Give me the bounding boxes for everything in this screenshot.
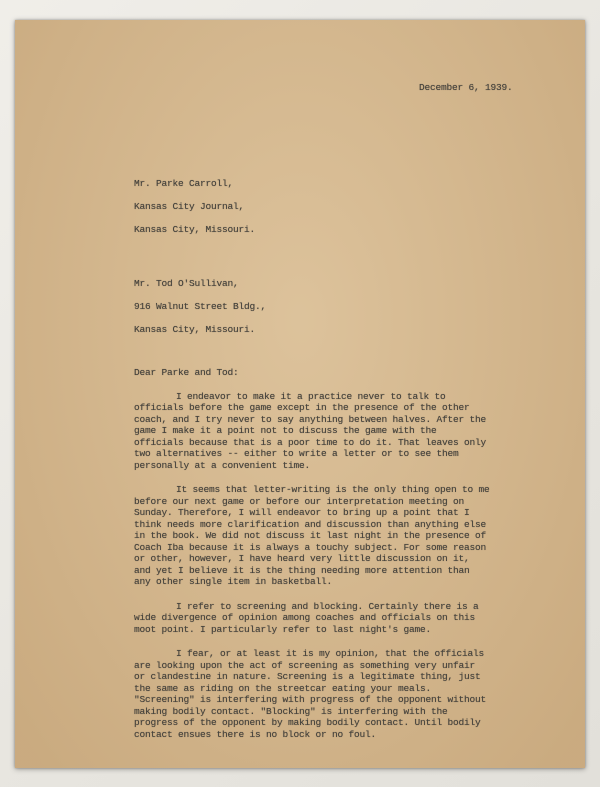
body-paragraph-3: I refer to screening and blocking. Certainly there is a wide divergence of opinion among coaches and officials on this moot point. I particularly refer to last night's game. bbox=[134, 600, 479, 635]
letter-paper bbox=[15, 20, 585, 768]
letter-content bbox=[134, 166, 490, 753]
body-paragraph-4: I fear, or at least it is my opinion, that the officials are looking upon the act of screening as something very unfair or clandestine in nature. Screening is a legitimate thing, just the same as riding on the streetcar eating your meals. "Screening" is interfering with progress of the opponent without making bodily contact. "Blocking" is interfering with the progress of the opponent by making bodily contact. Until bodily contact ensues there is no block or no foul. bbox=[134, 648, 487, 740]
letter-date: December 6, 1939. bbox=[419, 82, 513, 93]
salutation: Dear Parke and Tod: bbox=[134, 367, 239, 378]
recipient-2-city: Kansas City, Missouri. bbox=[134, 324, 256, 335]
recipient-block-1 bbox=[134, 166, 490, 247]
body-paragraph-1: I endeavor to make it a practice never to talk to officials before the game except in the presence of the other coach, and I try never to say anything between halves. After the game I make it a point not to discuss the game with the officials because that is a poor time to do it. That leaves only two alternatives -- either to write a letter or to see them personally at a convenient time. bbox=[134, 390, 487, 471]
recipient-1-name: Mr. Parke Carroll, bbox=[134, 177, 234, 189]
recipient-1-org: Kansas City Journal, bbox=[134, 200, 245, 212]
recipient-block-2 bbox=[134, 267, 490, 348]
body-paragraph-2: It seems that letter-writing is the only thing open to me before our next game or before our interpretation meeting on Sunday. Therefore, I will endeavor to bring up a point that I think needs more clarification and discussion than anything else in the book. We did not discuss it last night in the presence of Coach Iba because it is always a touchy subject. For some reason or other, however, I have heard very little discussion on it, and yet I believe it is the thing needing more attention than any other single item in basketball. bbox=[134, 484, 490, 587]
recipient-1-city: Kansas City, Missouri. bbox=[134, 223, 256, 235]
recipient-2-street: 916 Walnut Street Bldg., bbox=[134, 301, 267, 312]
recipient-2-name: Mr. Tod O'Sullivan, bbox=[134, 278, 239, 289]
